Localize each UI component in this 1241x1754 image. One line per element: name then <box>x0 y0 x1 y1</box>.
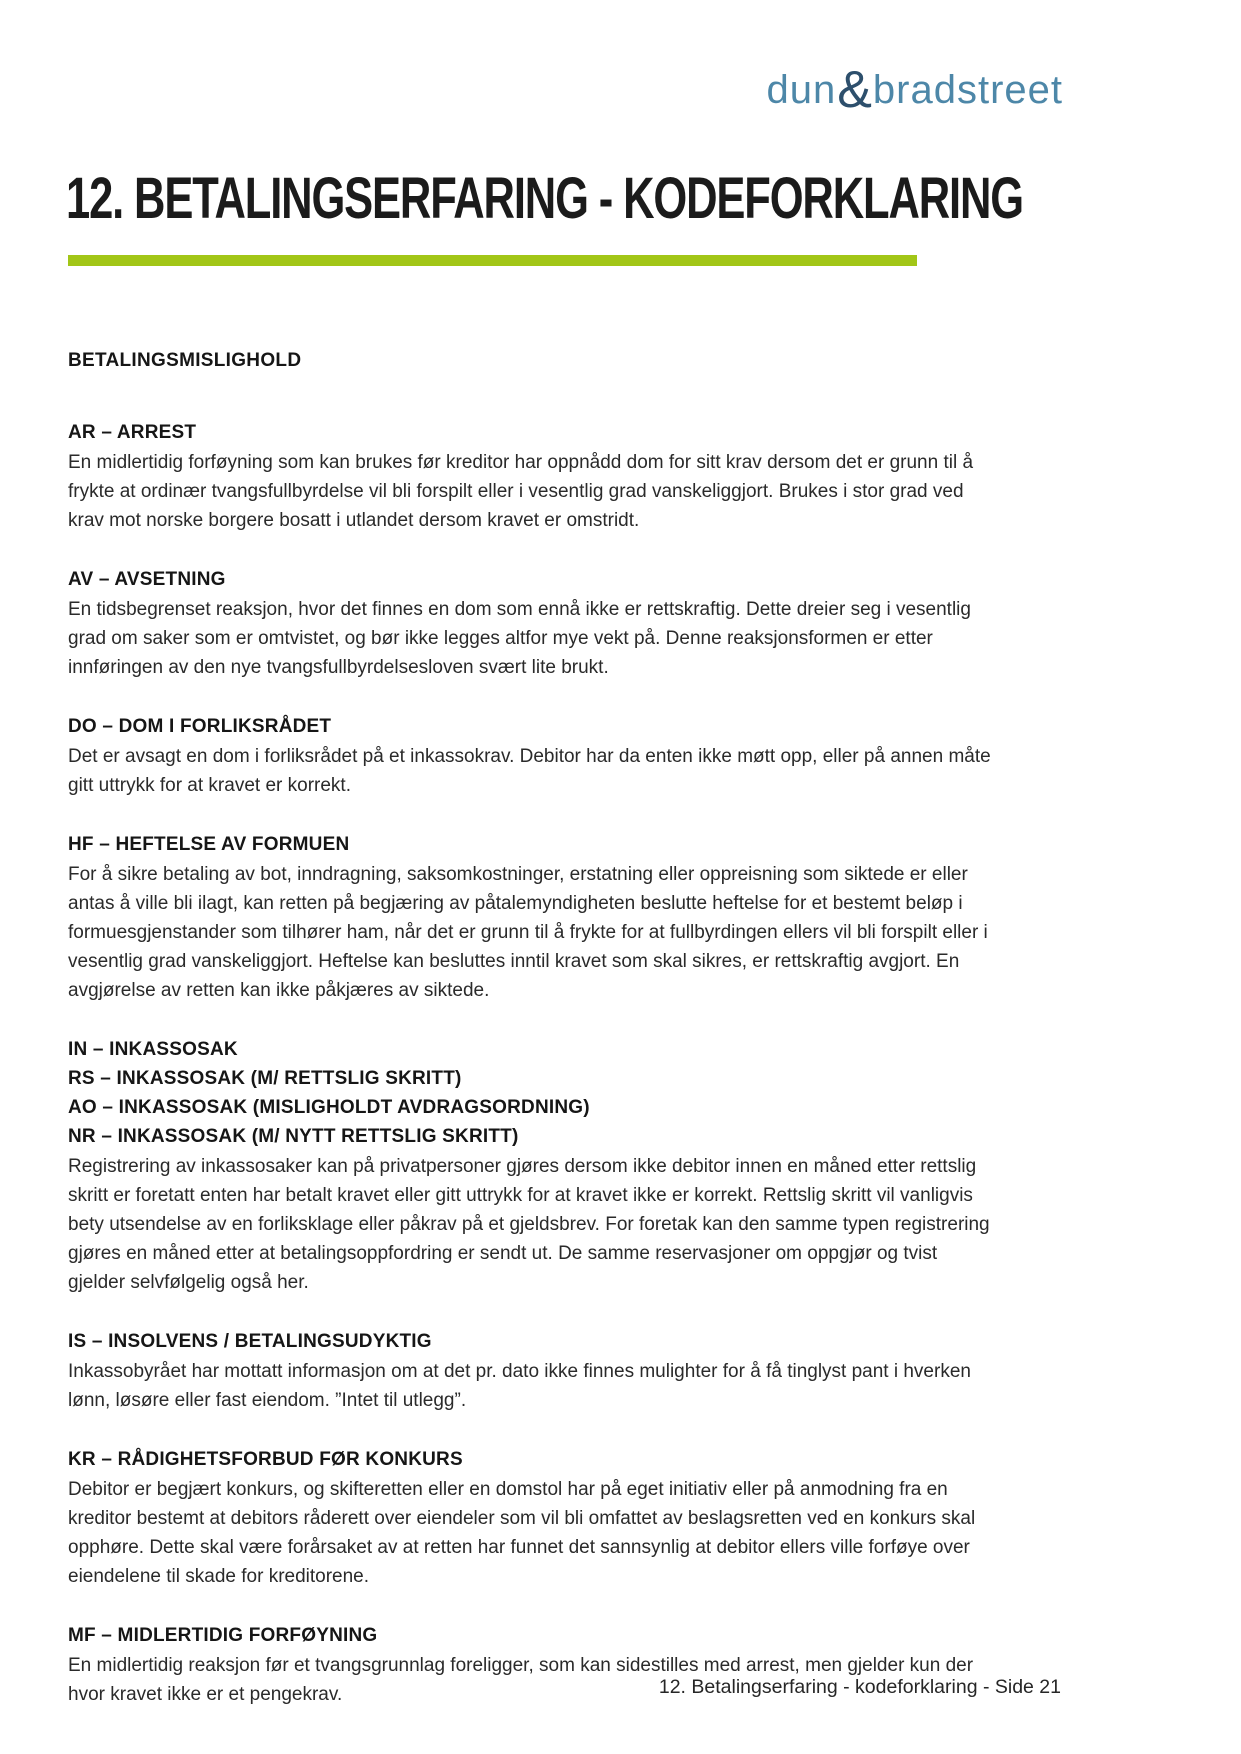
code-heading: AR – ARREST <box>68 422 197 443</box>
page-footer: 12. Betalingserfaring - kodeforklaring - Side 21 <box>658 1676 1061 1698</box>
code-description: For å sikre betaling av bot, inndragning, saksomkostninger, erstatning eller oppreisning som siktede er eller antas å ville bli ilagt, kan retten på begjæring av påtalemyndigheten beslutte heftelse for et bestemt beløp i formuesgjenstander som tilhører ham, når det er grunn til å frykte for at fullbyrdingen ellers vil bli forspilt eller i vesentlig grad vanskeliggjort. Heftelse kan besluttes inntil kravet som skal sikres, er rettskraftig avgjort. En avgjørelse av retten kan ikke påkjæres av siktede. <box>68 864 988 1001</box>
code-section <box>68 830 996 1005</box>
logo-ampersand-icon: & <box>837 61 872 119</box>
code-heading: NR – INKASSOSAK (M/ NYTT RETTSLIG SKRITT) <box>68 1126 519 1147</box>
category-heading: BETALINGSMISLIGHOLD <box>68 350 302 371</box>
code-description: En tidsbegrenset reaksjon, hvor det finnes en dom som ennå ikke er rettskraftig. Dette dreier seg i vesentlig grad om saker som er omtvistet, og bør ikke legges altfor mye vekt på. Denne reaksjonsformen er etter innføringen av den nye tvangsfullbyrdelsesloven svært lite brukt. <box>68 599 971 678</box>
code-heading: IN – INKASSOSAK <box>68 1039 238 1060</box>
code-heading: RS – INKASSOSAK (M/ RETTSLIG SKRITT) <box>68 1068 462 1089</box>
code-description: Registrering av inkassosaker kan på privatpersoner gjøres dersom ikke debitor innen en måned etter rettslig skritt er foretatt enten har betalt kravet eller gitt uttrykk for at kravet ikke er korrekt. Rettslig skritt vil vanligvis bety utsendelse av en forliksklage eller påkrav på et gjeldsbrev. For foretak kan den samme typen registrering gjøres en måned etter at betalingsoppfordring er sendt ut. De samme reservasjoner om oppgjør og tvist gjelder selvfølgelig også her. <box>68 1156 990 1293</box>
page-title: 12. BETALINGSERFARING - KODEFORKLARING <box>66 166 1023 231</box>
code-heading: MF – MIDLERTIDIG FORFØYNING <box>68 1625 378 1646</box>
code-description: Inkassobyrået har mottatt informasjon om at det pr. dato ikke finnes mulighter for å få tinglyst pant i hverken lønn, løsøre eller fast eiendom. ”Intet til utlegg”. <box>68 1361 971 1411</box>
logo-text-dun: dun <box>766 68 837 112</box>
code-heading: IS – INSOLVENS / BETALINGSUDYKTIG <box>68 1331 432 1352</box>
header <box>766 61 1063 119</box>
code-section <box>68 565 996 682</box>
code-section <box>68 1327 996 1415</box>
document-body <box>68 350 996 1739</box>
code-section <box>68 1445 996 1591</box>
dun-bradstreet-logo <box>766 61 1063 119</box>
code-description: En midlertidig reaksjon før et tvangsgrunnlag foreligger, som kan sidestilles med arrest, men gjelder kun der hvor kravet ikke er et pengekrav. <box>68 1655 974 1705</box>
sections-container <box>68 418 996 1709</box>
code-heading: DO – DOM I FORLIKSRÅDET <box>68 716 332 737</box>
logo-text-bradstreet: bradstreet <box>872 68 1063 112</box>
code-description: En midlertidig forføyning som kan brukes før kreditor har oppnådd dom for sitt krav dersom det er grunn til å frykte at ordinær tvangsfullbyrdelse vil bli forspilt eller i vesentlig grad vanskeliggjort. Brukes i stor grad ved krav mot norske borgere bosatt i utlandet dersom kravet er omstridt. <box>68 452 974 531</box>
code-section <box>68 712 996 800</box>
code-heading: AV – AVSETNING <box>68 569 226 590</box>
code-heading: KR – RÅDIGHETSFORBUD FØR KONKURS <box>68 1449 463 1470</box>
code-description: Debitor er begjært konkurs, og skifteretten eller en domstol har på eget initiativ eller på anmodning fra en kreditor bestemt at debitors råderett over eiendeler som vil bli omfattet av beslagsretten ved en konkurs skal opphøre. Dette skal være forårsaket av at retten har funnet det sannsynlig at debitor ellers ville forføye over eiendelene til skade for kreditorene. <box>68 1479 976 1587</box>
code-heading: HF – HEFTELSE AV FORMUEN <box>68 834 350 855</box>
code-section <box>68 1035 996 1297</box>
title-accent-rule <box>68 255 917 266</box>
code-section <box>68 418 996 535</box>
code-heading: AO – INKASSOSAK (MISLIGHOLDT AVDRAGSORDNING) <box>68 1097 590 1118</box>
code-description: Det er avsagt en dom i forliksrådet på et inkassokrav. Debitor har da enten ikke møtt opp, eller på annen måte gitt uttrykk for at kravet er korrekt. <box>68 746 991 796</box>
